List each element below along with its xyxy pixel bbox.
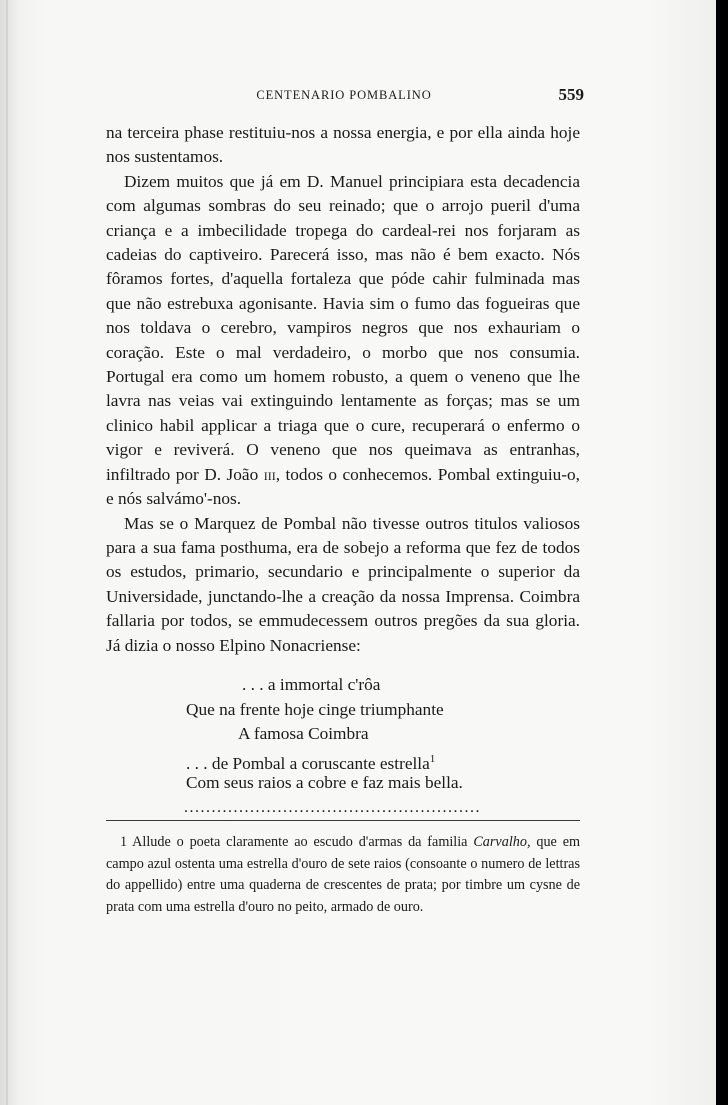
verse-line-2: Que na frente hoje cinge triumphante <box>186 699 444 719</box>
page-number: 559 <box>558 85 584 104</box>
king-name: João <box>226 464 259 484</box>
verse-line-3: A famosa Coimbra <box>238 724 369 743</box>
footnote-marker: 1 <box>120 834 128 850</box>
paragraph-2-text-b: , todos o conhecemos. Pombal extinguiu-o, e nós salvámo'-nos. <box>106 464 580 509</box>
verse-line-4 <box>186 747 574 772</box>
paragraph-2 <box>106 170 580 512</box>
paragraph-3: Mas se o Marquez de Pombal não tivesse outros titulos valiosos para a sua fama posthuma, era de sobejo a reforma que fez de todos os estudos, primario, secundario e principalmente o superior da Universidade, junctando-lhe a creação da nossa Imprensa. Coimbra fallaria por todos, se emmudecessem outros pregões da sua gloria. Já dizia o nosso Elpino Nonacriense: <box>106 513 580 655</box>
footnote-family-name: Carvalho, <box>473 834 531 850</box>
footnote-text-a: Allude o poeta claramente ao escudo d'armas da familia <box>132 834 468 850</box>
footnote-1 <box>106 832 580 918</box>
body-text <box>106 121 580 658</box>
running-title: CENTENARIO POMBALINO <box>256 88 432 102</box>
footnote-rule <box>106 820 580 821</box>
verse-line-4-text: . . . de Pombal a coruscante estrella <box>186 753 430 773</box>
footnote-text-b: que em campo azul ostenta uma estrella d'ouro de sete raios (consoante o numero de lettras do appellido) entre uma quaderna de crescentes de prata; por timbre um cysne de prata com uma estrella d'ouro no peito, armado de ouro. <box>106 834 581 915</box>
running-head <box>106 86 582 106</box>
verse-line-1: . . . a immortal c'rôa <box>242 675 381 694</box>
regnal-number: iii <box>263 464 276 484</box>
page-gutter-shadow <box>6 0 8 1105</box>
paragraph-1: na terceira phase restituiu-nos a nossa energia, e por ella ainda hoje nos sustentamos. <box>106 123 580 167</box>
paragraph-2-text-a: Dizem muitos que já em D. Manuel principiara esta decadencia com algumas sombras do seu reinado; que o arrojo pueril d'uma criança e a imbecilidade tropega do cardeal-rei nos forjaram as cadeias do captiveiro. Parecerá isso, mas não é bem exacto. Nós fôramos fortes, d'aquella fortaleza que póde cahir fulminada mas que não estrebuxa agonisante. Havia sim o fumo das fogueiras que nos toldava o cerebro, vampiros negros que nos exhauriam o coração. Este o mal verdadeiro, o morbo que nos consumia. Portugal era como um homem robusto, a quem o veneno que lhe lavra nas veias vai extinguindo lentamente as forças; mas se um clinico habil applicar a triaga que o cure, recuperará o enfermo o vigor e reviverá. O veneno que nos queimava as entranhas, infiltrado por D. <box>106 171 580 484</box>
verse-line-5: Com seus raios a cobre e faz mais bella. <box>186 773 463 792</box>
verse-quotation <box>186 673 574 820</box>
footnotes <box>106 832 580 918</box>
footnote-reference: 1 <box>429 752 436 765</box>
verse-ellipsis-line: ...................................................... <box>184 798 481 816</box>
